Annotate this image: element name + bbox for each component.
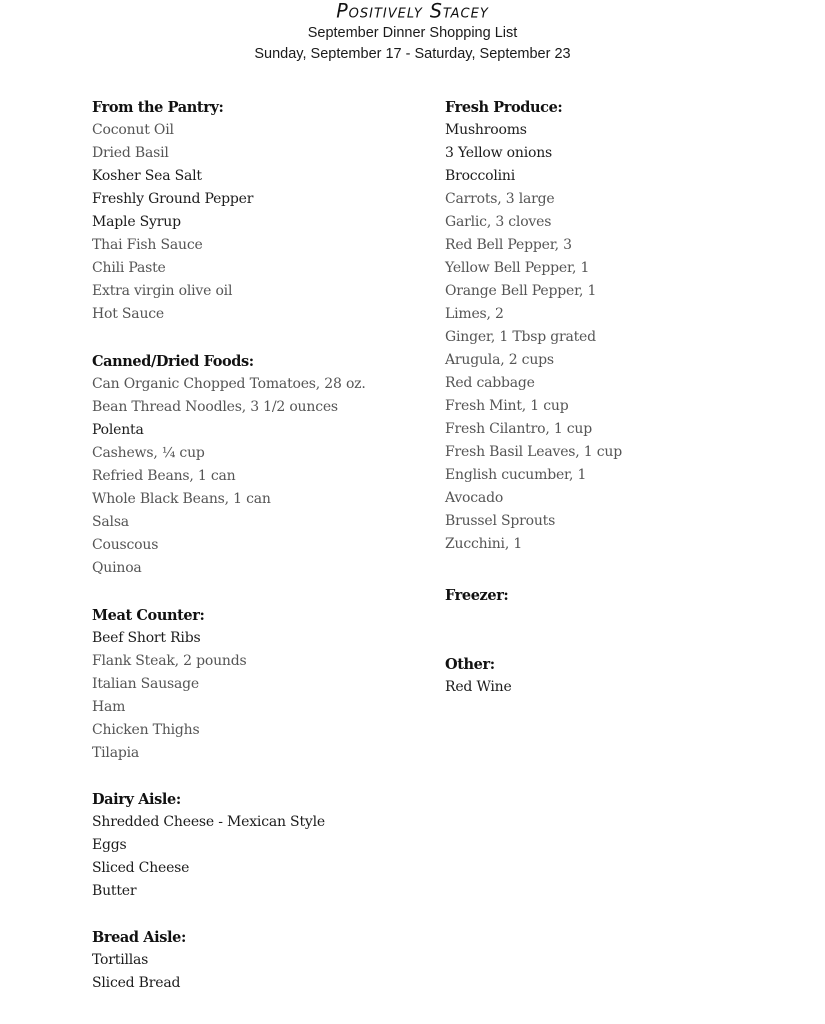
list-item: Salsa	[92, 514, 129, 530]
list-item: Red cabbage	[445, 375, 535, 391]
list-item: Avocado	[445, 490, 504, 506]
list-item: Couscous	[92, 537, 159, 553]
list-item: Polenta	[92, 422, 144, 438]
list-item: Maple Syrup	[92, 214, 181, 230]
section-canned-dried	[92, 350, 366, 580]
list-item: Mushrooms	[445, 122, 527, 138]
section-heading: Freezer:	[445, 587, 509, 604]
item-list	[92, 949, 186, 995]
list-item: Red Wine	[445, 679, 512, 695]
brand-logo-text: Positively Stacey	[336, 0, 489, 23]
section-freezer	[445, 584, 508, 607]
list-item: Chili Paste	[92, 260, 166, 276]
list-item: Eggs	[92, 837, 127, 853]
list-item: Orange Bell Pepper, 1	[445, 283, 597, 299]
list-item: Ginger, 1 Tbsp grated	[445, 329, 596, 345]
section-dairy-aisle	[92, 788, 325, 903]
section-meat-counter	[92, 604, 246, 765]
list-item: Can Organic Chopped Tomatoes, 28 oz.	[92, 376, 366, 392]
section-heading: From the Pantry:	[92, 99, 224, 116]
page-title: September Dinner Shopping List	[307, 25, 518, 41]
list-item: Thai Fish Sauce	[92, 237, 203, 253]
list-item: Limes, 2	[445, 306, 504, 322]
section-heading: Fresh Produce:	[445, 99, 563, 116]
list-item: Garlic, 3 cloves	[445, 214, 552, 230]
section-fresh-produce	[445, 96, 622, 556]
list-item: Red Bell Pepper, 3	[445, 237, 572, 253]
section-heading: Dairy Aisle:	[92, 791, 181, 808]
list-item: Bean Thread Noodles, 3 1/2 ounces	[92, 399, 338, 415]
list-item: Carrots, 3 large	[445, 191, 555, 207]
list-item: Yellow Bell Pepper, 1	[445, 260, 590, 276]
list-item: Italian Sausage	[92, 676, 200, 692]
item-list	[92, 373, 366, 580]
list-item: Chicken Thighs	[92, 722, 200, 738]
list-item: Tortillas	[92, 952, 149, 968]
list-item: Zucchini, 1	[445, 536, 523, 552]
list-item: Sliced Bread	[92, 975, 181, 991]
list-item: Butter	[92, 883, 137, 899]
section-heading: Other:	[445, 656, 495, 673]
list-item: Kosher Sea Salt	[92, 168, 202, 184]
section-heading: Meat Counter:	[92, 607, 205, 624]
list-item: Extra virgin olive oil	[92, 283, 233, 299]
list-item: Ham	[92, 699, 126, 715]
list-item: Whole Black Beans, 1 can	[92, 491, 271, 507]
section-other	[445, 653, 512, 699]
section-heading: Bread Aisle:	[92, 929, 186, 946]
item-list	[92, 811, 325, 903]
list-item: Flank Steak, 2 pounds	[92, 653, 247, 669]
list-item: Beef Short Ribs	[92, 630, 201, 646]
list-item: Cashews, ¼ cup	[92, 445, 205, 461]
date-range: Sunday, September 17 - Saturday, September 23	[254, 46, 571, 62]
section-bread-aisle	[92, 926, 186, 995]
list-item: Quinoa	[92, 560, 142, 576]
list-item: Refried Beans, 1 can	[92, 468, 236, 484]
section-heading: Canned/Dried Foods:	[92, 353, 254, 370]
list-item: English cucumber, 1	[445, 467, 587, 483]
item-list	[445, 676, 512, 699]
item-list	[92, 627, 246, 765]
list-item: Tilapia	[92, 745, 140, 761]
section-pantry	[92, 96, 253, 326]
list-item: Fresh Mint, 1 cup	[445, 398, 569, 414]
list-item: Fresh Basil Leaves, 1 cup	[445, 444, 622, 460]
item-list	[445, 119, 622, 556]
list-item: Sliced Cheese	[92, 860, 190, 876]
list-item: 3 Yellow onions	[445, 145, 553, 161]
list-item: Brussel Sprouts	[445, 513, 556, 529]
list-item: Shredded Cheese - Mexican Style	[92, 814, 325, 830]
list-item: Hot Sauce	[92, 306, 164, 322]
list-item: Freshly Ground Pepper	[92, 191, 254, 207]
list-item: Broccolini	[445, 168, 515, 184]
item-list	[92, 119, 253, 326]
list-item: Dried Basil	[92, 145, 169, 161]
list-item: Coconut Oil	[92, 122, 174, 138]
list-item: Arugula, 2 cups	[445, 352, 554, 368]
list-item: Fresh Cilantro, 1 cup	[445, 421, 592, 437]
